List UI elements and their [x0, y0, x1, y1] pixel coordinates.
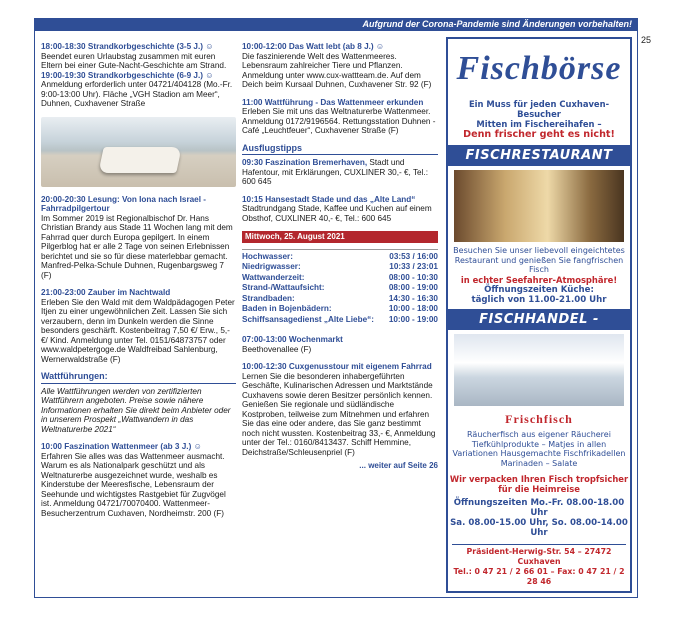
products-text: Räucherfisch aus eigener Räucherei Tiefkühlprodukte – Matjes in allen Variationen Hausgemachte Fischfrikadellen Marinaden – Salate — [452, 430, 626, 468]
event-entry — [41, 195, 236, 281]
fischboerse-logo: Fischbörse — [456, 50, 622, 87]
tide-label: Niedrigwasser: — [242, 262, 301, 271]
event-entry — [242, 42, 438, 90]
event-title: 10:00-12:00 Das Watt lebt (ab 8 J.) ☺ — [242, 42, 385, 51]
ad-footer — [452, 544, 626, 587]
event-title: 11:00 Wattführung - Das Wattenmeer erkunden — [242, 97, 424, 107]
fish-counter-photo — [454, 334, 624, 406]
fishshop-banner: FISCHHANDEL - — [448, 309, 630, 330]
page-number: 25 — [641, 35, 652, 45]
ad-tagline: Ein Muss für jeden Cuxhaven-Besucher — [468, 99, 610, 119]
event-text: Im Sommer 2019 ist Regionalbischof Dr. Hans Christian Brandy aus Stade 11 Wochen lang mit dem Fahrrad quer durch Europa gepilgert. In einem Pilgerblog hat er alle 2 Tage von seinen Erlebnissen berichtet und sie so für diese materlebbar gemacht. Manfred-Pelka-Schule Duhnen, Rugenbargsweg 7 (F) — [41, 213, 233, 280]
restaurant-text: Besuchen Sie unser liebevoll eingeichtetes Restaurant und genießen Sie fangfrischen Fisch — [453, 246, 625, 275]
kitchen-hours-title: Öffnungszeiten Küche: — [484, 284, 594, 295]
ad-phone: Tel.: 0 47 21 / 2 66 01 – Fax: 0 47 21 / 2 28 46 — [453, 567, 625, 586]
tide-row — [242, 315, 438, 326]
event-title: 21:00-23:00 Zauber im Nachtwald — [41, 288, 171, 297]
event-entry — [41, 288, 236, 364]
event-entry — [242, 335, 438, 354]
tide-row — [242, 304, 438, 315]
ad-address: Präsident-Herwig-Str. 54 – 27472 Cuxhaven — [466, 547, 612, 566]
event-title: 18:00-18:30 Strandkorbgeschichte (3-5 J.) ☺ — [41, 42, 214, 51]
tide-row — [242, 249, 438, 262]
ad-slogan: Denn frischer geht es nicht! — [463, 129, 615, 140]
event-title: 10:15 Hansestadt Stade und das „Alte Land“ — [242, 194, 416, 204]
event-title: 10:00-12:30 Cuxgenusstour mit eigenem Fahrrad — [242, 362, 432, 371]
fischboerse-ad — [446, 37, 632, 593]
ad-tagline-2: Mitten im Fischereihafen – — [476, 119, 602, 129]
restaurant-banner: FISCHRESTAURANT — [448, 145, 630, 166]
tide-value: 10:00 - 19:00 — [388, 314, 438, 324]
column-middle — [242, 42, 438, 471]
event-title: 09:30 Faszination Bremerhaven, — [242, 158, 368, 167]
tide-label: Hochwasser: — [242, 249, 385, 262]
section-heading: Ausflugstipps — [242, 144, 438, 156]
event-title: 19:00-19:30 Strandkorbgeschichte (6-9 J.) ☺ — [41, 70, 214, 80]
event-title: 07:00-13:00 Wochenmarkt — [242, 335, 343, 344]
column-left — [41, 42, 236, 526]
opening-hours-2: Sa. 08.00-15.00 Uhr, So. 08.00-14.00 Uhr — [450, 517, 628, 539]
event-text: Erfahren Sie alles was das Wattenmeer ausmacht. Warum es als Nationalpark geschützt und als Weltnaturerbe ausgezeichnet wurde, weshalb es Kinderstube der Meeresfische, Lebensraum der Seehunde und wichtigstes Rastgebiet für Zugvögel ist. Anmeldung 04721/70070400. Wattenmeer-Besucherzentrum Cuxhaven, Nordheimstr. 200 (F) — [41, 451, 226, 518]
event-text: Beendet euren Urlaubstag zusammen mit euren Eltern bei einer Gute-Nacht-Geschichte am Strand. — [41, 51, 227, 70]
tide-row — [242, 262, 438, 273]
tide-label: Strandbaden: — [242, 293, 295, 303]
event-text: Stadt und Hafentour, mit Erklärungen, CUXLINER 30,- €, Tel.: 600 645 — [242, 158, 428, 186]
tide-label: Strand-/Wattaufsicht: — [242, 283, 325, 292]
tide-label: Schiffsansagedienst „Alte Liebe“: — [242, 314, 374, 324]
beach-book-photo — [41, 117, 236, 187]
header-bar — [34, 18, 638, 31]
event-text: Lernen Sie die besonderen inhabergeführten Geschäfte, Kulinarischen Adressen und Marktstände Cuxhavens sowie deren Besitzer persönlich kennen. Genießen Sie regionale und südländische Kostproben, teilweise zum Mitnehmen und erfahren Sie das eine oder andere, das Sie ganz bestimmt noch nicht wussten. Kostenbeitrag 33,- €, Anmeldung unter der Tel.: 0160/8413437. Schiff Hemmine, Deichstraße/Schleusenpriel (F) — [242, 371, 436, 457]
continued-link: ... weiter auf Seite 26 — [359, 461, 438, 470]
event-text: Beethovenallee (F) — [242, 344, 312, 354]
event-entry — [242, 195, 438, 224]
event-entry — [242, 158, 438, 187]
section-heading: Wattführungen: — [41, 372, 236, 384]
event-text: Erleben Sie mit uns das Weltnaturerbe Wattenmeer. Anmeldung 0172/9196564. Rettungsstation Duhnen - Café „Leuchtfeuer“, Cuxhavener Straße (F) — [242, 107, 436, 135]
date-bar: Mittwoch, 25. August 2021 — [242, 231, 438, 243]
tide-label: Wattwanderzeit: — [242, 272, 305, 282]
tide-value: 14:30 - 16:30 — [388, 293, 438, 303]
tide-row — [242, 283, 438, 294]
tide-value: 08:00 - 10:30 — [388, 272, 438, 282]
tide-table — [242, 249, 438, 326]
frischfisch-heading: Frischfisch — [505, 412, 573, 427]
tide-value: 10:00 - 18:00 — [388, 304, 438, 313]
book-shape — [98, 147, 182, 173]
section-intro: Alle Wattführungen werden von zertifizierten Wattführern angeboten. Preise sowie nähere Informationen erhalten Sie direkt beim Anbieter oder in unserem Prospekt „Wattwandern in das Weltnaturerbe 2021“ — [41, 386, 231, 434]
event-title: 20:00-20:30 Lesung: Von Iona nach Israel - Fahrradpilgertour — [41, 194, 207, 213]
tide-value: 08:00 - 19:00 — [388, 283, 438, 292]
tide-label: Baden in Bojenbädern: — [242, 304, 332, 313]
event-entry — [41, 442, 236, 518]
event-text: Anmeldung erforderlich unter 04721/404128 (Mo.-Fr. 9:00-13:00 Uhr). Fläche „VGH Stadion am Meer“, Duhnen, Cuxhavener Straße — [41, 80, 233, 108]
restaurant-photo — [454, 170, 624, 242]
event-text: Die faszinierende Welt des Wattenmeeres. Lebensraum zahlreicher Tiere und Pflanzen. Anmeldung unter www.cux-wattteam.de. Auf dem Deich beim Kursaal Duhnen, Cuxhavener Str. 92 (F) — [242, 51, 432, 89]
packing-text: Wir verpacken Ihren Fisch tropfsicher für die Heimreise — [449, 473, 629, 494]
tide-row — [242, 294, 438, 305]
tide-value: 10:33 / 23:01 — [389, 262, 438, 271]
event-entry — [41, 42, 236, 109]
corona-notice: Aufgrund der Corona-Pandemie sind Änderungen vorbehalten! — [362, 19, 632, 29]
event-title: 10:00 Faszination Wattenmeer (ab 3 J.) ☺ — [41, 442, 202, 451]
opening-hours-1: Öffnungszeiten Mo.-Fr. 08.00-18.00 Uhr — [453, 497, 625, 518]
tide-row — [242, 273, 438, 284]
event-text: Erleben Sie den Wald mit dem Waldpädagogen Peter Itjen zu einer ungewöhnlichen Zeit. Lassen Sie sich verzaubern, denn im Dunkeln werden die Sinne besonders geschärft. Kostenbeitrag 7,50 €/ Erw., 5,- €/ Kind. Anmeldung unter Tel. 0151/64873757 oder www.waldpetergoge.de Waldfreibad Sahlenburg, Wernerwaldstraße (F) — [41, 297, 235, 364]
event-entry — [242, 362, 438, 457]
kitchen-hours: täglich von 11.00-21.00 Uhr — [471, 294, 607, 305]
seafarer-text: in echter Seefahrer-Atmosphäre! — [460, 274, 618, 285]
tide-value: 03:53 / 16:00 — [385, 249, 438, 262]
event-entry — [242, 98, 438, 136]
event-text: Stadtrundgang Stade, Kaffee und Kuchen auf einem Obsthof, CUXLINER 40,- €, Tel.: 600 645 — [242, 204, 432, 223]
